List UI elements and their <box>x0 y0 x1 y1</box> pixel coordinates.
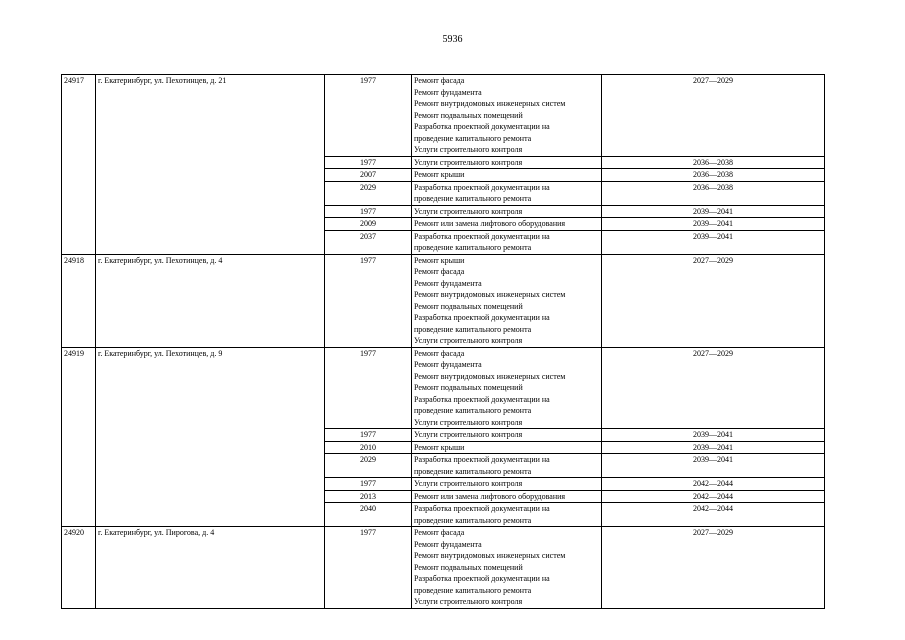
planned-period: 2027—2029 <box>602 527 825 609</box>
work-type-line: Ремонт подвальных помещений <box>414 110 523 120</box>
work-types <box>412 156 602 169</box>
work-type-line: Ремонт фундамента <box>414 278 482 288</box>
commission-year: 1977 <box>325 75 412 157</box>
planned-period: 2042—2044 <box>602 478 825 491</box>
table-row <box>62 75 825 157</box>
work-type-line: Ремонт крыши <box>414 255 465 265</box>
work-type-line: проведение капитального ремонта <box>414 515 532 525</box>
work-type-line: Ремонт или замена лифтового оборудования <box>414 219 566 228</box>
object-address: г. Екатеринбург, ул. Пехотинцев, д. 9 <box>96 347 325 527</box>
table-row <box>62 254 825 347</box>
planned-period: 2039—2041 <box>602 441 825 454</box>
work-types <box>412 454 602 478</box>
commission-year: 1977 <box>325 429 412 442</box>
work-type-line: Услуги строительного контроля <box>414 417 523 427</box>
work-types <box>412 441 602 454</box>
work-type-line: проведение капитального ремонта <box>414 406 532 415</box>
work-type-line: Ремонт или замена лифтового оборудования <box>414 491 566 501</box>
work-types <box>412 205 602 218</box>
work-type-line: Услуги строительного контроля <box>414 597 523 606</box>
work-type-line: Разработка проектной документации на <box>414 574 550 583</box>
planned-period: 2042—2044 <box>602 503 825 527</box>
commission-year: 1977 <box>325 478 412 491</box>
planned-period: 2036—2038 <box>602 169 825 182</box>
work-type-line: Ремонт фасада <box>414 76 465 85</box>
table-row <box>62 347 825 429</box>
object-number: 24917 <box>62 75 96 255</box>
planned-period: 2036—2038 <box>602 181 825 205</box>
work-type-line: Услуги строительного контроля <box>414 479 523 488</box>
work-types <box>412 503 602 527</box>
planned-period: 2039—2041 <box>602 205 825 218</box>
work-types <box>412 181 602 205</box>
table-row <box>62 527 825 609</box>
work-types <box>412 478 602 491</box>
planned-period: 2039—2041 <box>602 230 825 254</box>
work-type-line: Услуги строительного контроля <box>414 157 523 167</box>
planned-period: 2039—2041 <box>602 429 825 442</box>
work-type-line: проведение капитального ремонта <box>414 194 532 203</box>
commission-year: 1977 <box>325 254 412 347</box>
planned-period: 2027—2029 <box>602 75 825 157</box>
planned-period: 2027—2029 <box>602 347 825 429</box>
work-type-line: Разработка проектной документации на <box>414 504 550 513</box>
work-type-line: Ремонт фасада <box>414 348 465 358</box>
work-type-line: Услуги строительного контроля <box>414 145 523 154</box>
object-address: г. Екатеринбург, ул. Пирогова, д. 4 <box>96 527 325 609</box>
work-type-line: Разработка проектной документации на <box>414 455 550 464</box>
planned-period: 2039—2041 <box>602 454 825 478</box>
object-number: 24918 <box>62 254 96 347</box>
page-number: 5936 <box>442 34 463 45</box>
work-type-line: проведение капитального ремонта <box>414 466 532 476</box>
work-type-line: Ремонт подвальных помещений <box>414 301 523 311</box>
work-types <box>412 169 602 182</box>
commission-year: 2029 <box>325 454 412 478</box>
object-number: 24919 <box>62 347 96 527</box>
work-types <box>412 230 602 254</box>
work-type-line: Ремонт внутридомовых инженерных систем <box>414 551 566 560</box>
work-type-line: проведение капитального ремонта <box>414 243 532 252</box>
work-type-line: Ремонт фундамента <box>414 87 482 97</box>
commission-year: 2013 <box>325 490 412 503</box>
commission-year: 2007 <box>325 169 412 182</box>
work-types <box>412 254 602 347</box>
commission-year: 2029 <box>325 181 412 205</box>
work-type-line: Ремонт фундамента <box>414 360 482 369</box>
work-types <box>412 218 602 231</box>
work-type-line: Ремонт фасада <box>414 528 465 537</box>
work-type-line: Услуги строительного контроля <box>414 206 523 216</box>
work-type-line: Ремонт фундамента <box>414 539 482 549</box>
commission-year: 2009 <box>325 218 412 231</box>
work-type-line: Ремонт подвальных помещений <box>414 562 523 572</box>
work-type-line: Услуги строительного контроля <box>414 336 523 345</box>
planned-period: 2027—2029 <box>602 254 825 347</box>
work-type-line: Разработка проектной документации на <box>414 313 550 322</box>
object-address: г. Екатеринбург, ул. Пехотинцев, д. 4 <box>96 254 325 347</box>
object-number: 24920 <box>62 527 96 609</box>
work-types <box>412 347 602 429</box>
work-types <box>412 75 602 157</box>
work-type-line: Ремонт внутридомовых инженерных систем <box>414 290 566 299</box>
commission-year: 2010 <box>325 441 412 454</box>
work-type-line: Ремонт крыши <box>414 170 465 179</box>
commission-year: 1977 <box>325 527 412 609</box>
commission-year: 2040 <box>325 503 412 527</box>
capital-repair-table <box>61 74 825 609</box>
planned-period: 2039—2041 <box>602 218 825 231</box>
work-type-line: Ремонт внутридомовых инженерных систем <box>414 371 566 381</box>
work-type-line: Разработка проектной документации на <box>414 394 550 404</box>
work-type-line: Ремонт подвальных помещений <box>414 383 523 392</box>
work-type-line: Разработка проектной документации на <box>414 182 550 192</box>
commission-year: 1977 <box>325 205 412 218</box>
work-type-line: проведение капитального ремонта <box>414 133 532 143</box>
work-type-line: Ремонт фасада <box>414 267 465 276</box>
commission-year: 1977 <box>325 347 412 429</box>
commission-year: 2037 <box>325 230 412 254</box>
table-body <box>62 75 825 609</box>
work-type-line: Ремонт внутридомовых инженерных систем <box>414 99 566 108</box>
work-type-line: Услуги строительного контроля <box>414 430 523 439</box>
work-types <box>412 527 602 609</box>
work-types <box>412 490 602 503</box>
planned-period: 2036—2038 <box>602 156 825 169</box>
work-type-line: Ремонт крыши <box>414 442 465 452</box>
work-type-line: проведение капитального ремонта <box>414 324 532 334</box>
work-types <box>412 429 602 442</box>
planned-period: 2042—2044 <box>602 490 825 503</box>
commission-year: 1977 <box>325 156 412 169</box>
work-type-line: Разработка проектной документации на <box>414 122 550 131</box>
object-address: г. Екатеринбург, ул. Пехотинцев, д. 21 <box>96 75 325 255</box>
work-type-line: проведение капитального ремонта <box>414 585 532 595</box>
work-type-line: Разработка проектной документации на <box>414 231 550 241</box>
